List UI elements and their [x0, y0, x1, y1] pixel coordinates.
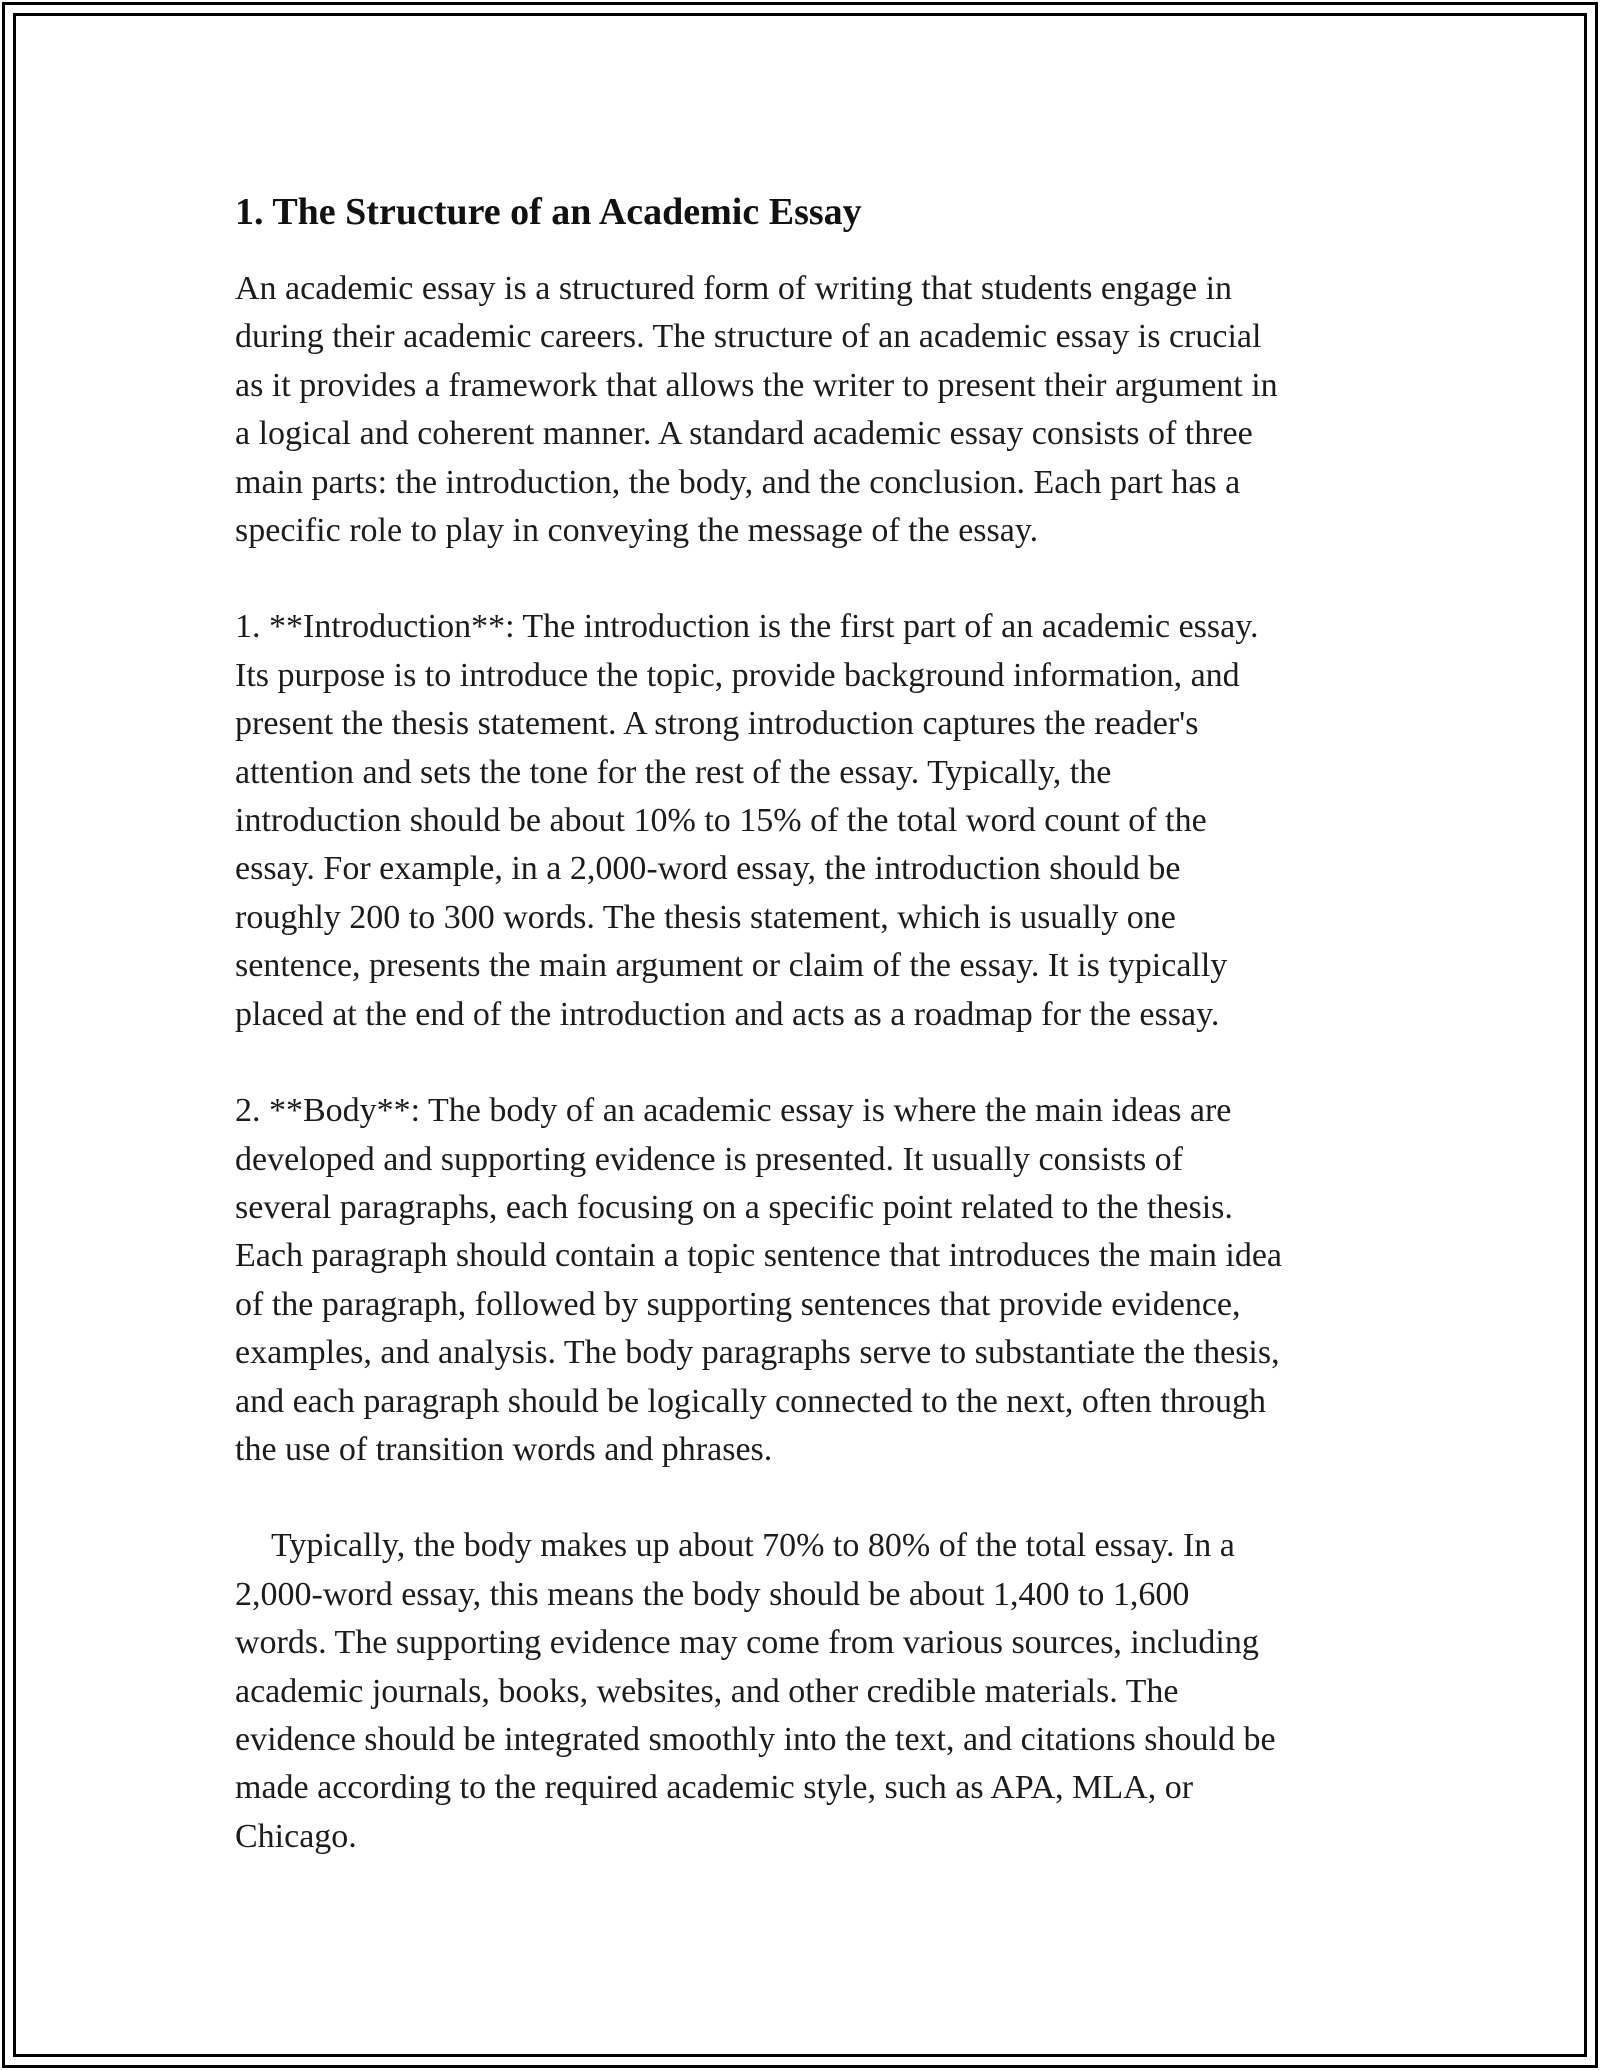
text-line: several paragraphs, each focusing on a specific point related to the thesis. — [235, 1188, 1233, 1226]
text-line: 2,000-word essay, this means the body should be about 1,400 to 1,600 — [235, 1575, 1190, 1613]
text-line: a logical and coherent manner. A standard academic essay consists of three — [235, 415, 1253, 453]
text-line: and each paragraph should be logically connected to the next, often through — [235, 1382, 1266, 1420]
text-line: roughly 200 to 300 words. The thesis statement, which is usually one — [235, 898, 1176, 936]
text-line: Each paragraph should contain a topic sentence that introduces the main idea — [235, 1237, 1282, 1275]
text-line: 2. **Body**: The body of an academic essay is where the main ideas are — [235, 1092, 1232, 1130]
text-line: specific role to play in conveying the message of the essay. — [235, 512, 1039, 550]
text-line-first — [235, 1522, 1380, 1570]
text-line: the use of transition words and phrases. — [235, 1430, 773, 1468]
text-line: An academic essay is a structured form of writing that students engage in — [235, 270, 1233, 307]
text-line: evidence should be integrated smoothly into the text, and citations should be — [235, 1720, 1276, 1758]
text-line: 1. **Introduction**: The introduction is the first part of an academic essay. — [235, 608, 1259, 646]
text-line: introduction should be about 10% to 15% of the total word count of the — [235, 802, 1207, 840]
text-line: as it provides a framework that allows the writer to present their argument in — [235, 366, 1278, 404]
text-line: present the thesis statement. A strong introduction captures the reader's — [235, 705, 1199, 743]
text-line: Typically, the body makes up about 70% to 80% of the total essay. In a — [271, 1527, 1235, 1565]
paragraph-body-length — [235, 1522, 1380, 1861]
text-line: Its purpose is to introduce the topic, provide background information, and — [235, 656, 1240, 694]
text-line: attention and sets the tone for the rest of the essay. Typically, the — [235, 753, 1112, 791]
text-line: of the paragraph, followed by supporting sentences that provide evidence, — [235, 1285, 1241, 1323]
text-line: words. The supporting evidence may come from various sources, including — [235, 1624, 1259, 1662]
section-heading: 1. The Structure of an Academic Essay — [235, 191, 862, 233]
text-line: placed at the end of the introduction and acts as a roadmap for the essay. — [235, 995, 1220, 1033]
text-line: made according to the required academic style, such as APA, MLA, or — [235, 1769, 1194, 1807]
paragraph-introduction — [235, 603, 1380, 1039]
text-line: developed and supporting evidence is presented. It usually consists of — [235, 1140, 1183, 1178]
text-line: during their academic careers. The structure of an academic essay is crucial — [235, 318, 1262, 356]
text-line: examples, and analysis. The body paragraphs serve to substantiate the thesis, — [235, 1334, 1280, 1372]
text-line: essay. For example, in a 2,000-word essay, the introduction should be — [235, 850, 1181, 888]
text-line: Chicago. — [235, 1817, 357, 1855]
text-line: academic journals, books, websites, and other credible materials. The — [235, 1672, 1179, 1710]
text-line: main parts: the introduction, the body, and the conclusion. Each part has a — [235, 463, 1241, 501]
paragraph-overview — [235, 265, 1380, 555]
paragraph-body — [235, 1087, 1380, 1474]
text-line: sentence, presents the main argument or claim of the essay. It is typically — [235, 947, 1228, 985]
document-body — [235, 185, 1380, 1909]
